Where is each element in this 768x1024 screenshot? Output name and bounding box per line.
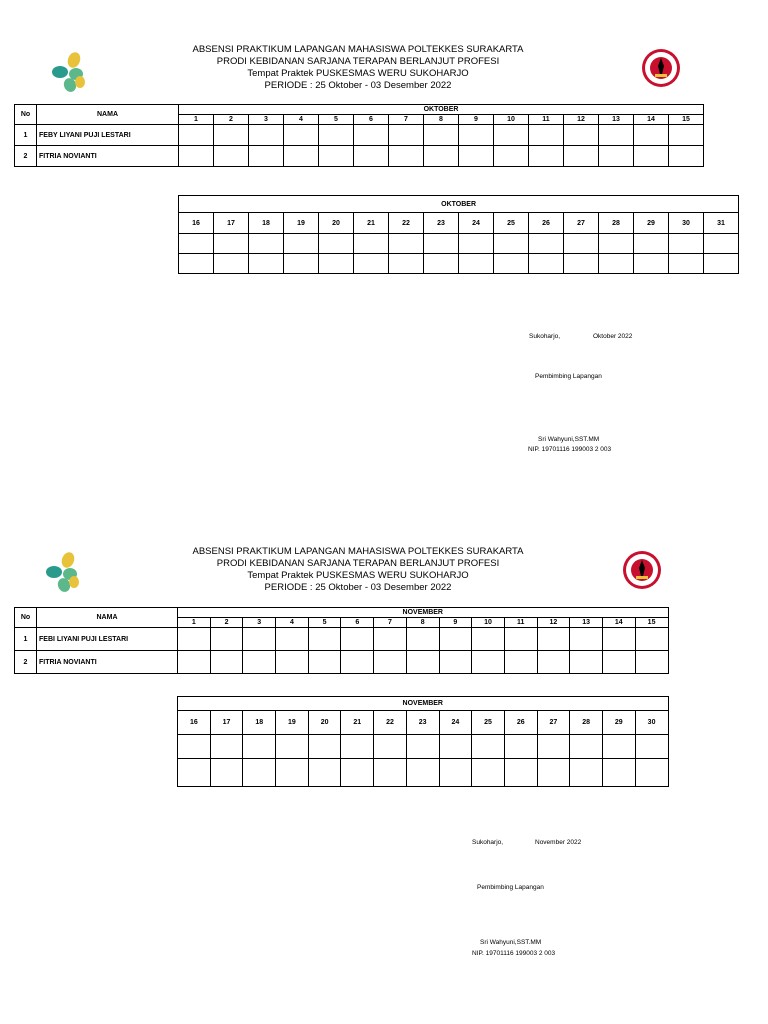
- day-header: 18: [249, 213, 284, 234]
- day-header: 29: [634, 213, 669, 234]
- signature-month: November 2022: [535, 839, 582, 846]
- day-header: 15: [669, 115, 704, 125]
- day-header: 23: [406, 711, 439, 735]
- attendance-table-top: [14, 607, 669, 674]
- day-header: 27: [564, 213, 599, 234]
- table-row: [15, 651, 669, 674]
- month-header: OKTOBER: [179, 196, 739, 213]
- day-header: 25: [494, 213, 529, 234]
- table-row: [15, 628, 669, 651]
- student-no: 1: [15, 628, 37, 651]
- supervisor-label: Pembimbing Lapangan: [477, 884, 544, 891]
- student-name: FITRIA NOVIANTI: [37, 146, 179, 167]
- header-period: PERIODE : 25 Oktober - 03 Desember 2022: [264, 582, 452, 593]
- signature-place: Sukoharjo,: [472, 839, 504, 846]
- day-header: 22: [389, 213, 424, 234]
- student-name: FITRIA NOVIANTI: [37, 651, 178, 674]
- day-header: 20: [308, 711, 341, 735]
- day-header: 16: [179, 213, 214, 234]
- header-program: PRODI KEBIDANAN SARJANA TERAPAN BERLANJUT PROFESI: [216, 558, 500, 569]
- day-header: 3: [243, 618, 276, 628]
- day-header: 5: [319, 115, 354, 125]
- header-location: Tempat Praktek PUSKESMAS WERU SUKOHARJO: [247, 68, 469, 79]
- day-header: 14: [634, 115, 669, 125]
- day-header: 6: [341, 618, 374, 628]
- signature-month: Oktober 2022: [593, 333, 633, 340]
- student-name: FEBY LIYANI PUJI LESTARI: [37, 125, 179, 146]
- day-header: 2: [210, 618, 243, 628]
- day-header: 19: [284, 213, 319, 234]
- day-header: 22: [374, 711, 407, 735]
- attendance-table-bottom: [178, 195, 739, 274]
- table-row: [178, 735, 669, 759]
- day-header: 24: [439, 711, 472, 735]
- day-header: 14: [602, 618, 635, 628]
- supervisor-name: Sri Wahyuni,SST.MM: [538, 436, 600, 443]
- day-header: 31: [704, 213, 739, 234]
- header-title: ABSENSI PRAKTIKUM LAPANGAN MAHASISWA POLTEKKES SURAKARTA: [192, 546, 524, 557]
- day-header: 30: [669, 213, 704, 234]
- day-header: 13: [599, 115, 634, 125]
- day-header: 9: [459, 115, 494, 125]
- day-header: 16: [178, 711, 211, 735]
- header-location: Tempat Praktek PUSKESMAS WERU SUKOHARJO: [247, 570, 469, 581]
- table-row: [179, 254, 739, 274]
- day-header: 20: [319, 213, 354, 234]
- table-row: [179, 234, 739, 254]
- day-header: 26: [504, 711, 537, 735]
- document-header: [150, 44, 566, 92]
- column-no-header: No: [15, 608, 37, 628]
- column-no-header: No: [15, 105, 37, 125]
- poltekkes-seal-icon: [622, 550, 662, 590]
- day-header: 10: [472, 618, 505, 628]
- day-header: 21: [341, 711, 374, 735]
- day-header: 30: [635, 711, 668, 735]
- supervisor-nip: NIP. 19701116 199003 2 003: [472, 950, 556, 957]
- day-header: 17: [210, 711, 243, 735]
- day-header: 23: [424, 213, 459, 234]
- month-header: NOVEMBER: [178, 697, 669, 711]
- signature-place: Sukoharjo,: [529, 333, 561, 340]
- table-row: [178, 759, 669, 787]
- kemenkes-logo-icon: [44, 550, 84, 594]
- day-header: 8: [406, 618, 439, 628]
- supervisor-nip: NIP. 19701116 199003 2 003: [528, 446, 612, 453]
- day-header: 7: [374, 618, 407, 628]
- day-header: 4: [284, 115, 319, 125]
- day-header: 6: [354, 115, 389, 125]
- supervisor-label: Pembimbing Lapangan: [535, 373, 602, 380]
- day-header: 18: [243, 711, 276, 735]
- supervisor-name: Sri Wahyuni,SST.MM: [480, 939, 542, 946]
- day-header: 10: [494, 115, 529, 125]
- day-header: 28: [599, 213, 634, 234]
- column-name-header: NAMA: [37, 608, 178, 628]
- poltekkes-seal-icon: [641, 48, 681, 88]
- student-no: 1: [15, 125, 37, 146]
- day-header: 11: [504, 618, 537, 628]
- day-header: 26: [529, 213, 564, 234]
- column-name-header: NAMA: [37, 105, 179, 125]
- day-header: 1: [178, 618, 211, 628]
- attendance-table-bottom: [177, 696, 669, 787]
- day-header: 21: [354, 213, 389, 234]
- attendance-table-top: [14, 104, 704, 167]
- day-header: 7: [389, 115, 424, 125]
- day-header: 4: [276, 618, 309, 628]
- day-header: 12: [564, 115, 599, 125]
- day-header: 1: [179, 115, 214, 125]
- kemenkes-logo-icon: [50, 50, 90, 94]
- day-header: 29: [602, 711, 635, 735]
- attendance-sheet-november: [0, 500, 768, 1024]
- day-header: 15: [635, 618, 668, 628]
- day-header: 25: [472, 711, 505, 735]
- day-header: 13: [570, 618, 603, 628]
- day-header: 5: [308, 618, 341, 628]
- day-header: 2: [214, 115, 249, 125]
- day-header: 17: [214, 213, 249, 234]
- month-header: NOVEMBER: [178, 608, 669, 618]
- day-header: 8: [424, 115, 459, 125]
- student-no: 2: [15, 651, 37, 674]
- student-no: 2: [15, 146, 37, 167]
- day-header: 12: [537, 618, 570, 628]
- day-header: 24: [459, 213, 494, 234]
- header-period: PERIODE : 25 Oktober - 03 Desember 2022: [264, 80, 452, 91]
- day-header: 9: [439, 618, 472, 628]
- day-header: 19: [276, 711, 309, 735]
- day-header: 27: [537, 711, 570, 735]
- day-header: 3: [249, 115, 284, 125]
- attendance-sheet-oktober: [0, 0, 768, 500]
- month-header: OKTOBER: [179, 105, 704, 115]
- student-name: FEBI LIYANI PUJI LESTARI: [37, 628, 178, 651]
- table-row: [15, 125, 704, 146]
- header-title: ABSENSI PRAKTIKUM LAPANGAN MAHASISWA POLTEKKES SURAKARTA: [192, 44, 524, 55]
- table-row: [15, 146, 704, 167]
- header-program: PRODI KEBIDANAN SARJANA TERAPAN BERLANJUT PROFESI: [216, 56, 500, 67]
- day-header: 11: [529, 115, 564, 125]
- day-header: 28: [570, 711, 603, 735]
- document-header: [150, 546, 566, 594]
